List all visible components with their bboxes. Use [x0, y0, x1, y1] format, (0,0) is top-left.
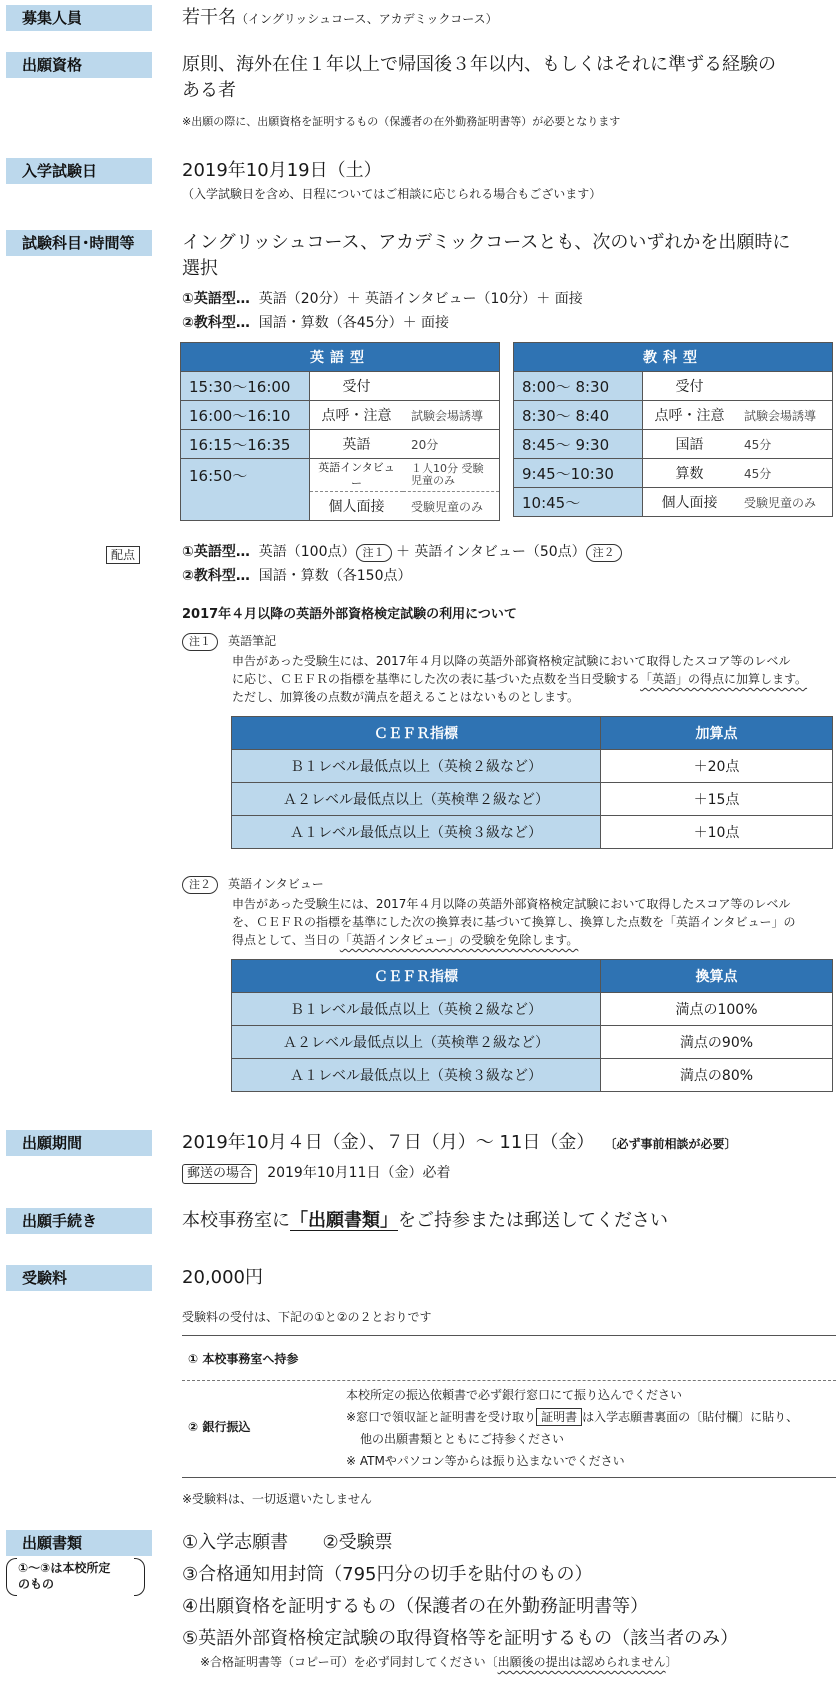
qualification-note: ※出願の際に、出願資格を証明するもの（保護者の在外勤務証明書等）が必要となります — [182, 115, 621, 128]
note2-line3-emphasis: 「英語インタビュー」の受験を免除します。 — [339, 933, 579, 947]
schedule-note: 受験児童のみ — [736, 488, 833, 517]
fee-intro: 受験料の受付は、下記の①と②の２とおりです — [182, 1310, 432, 1324]
subjects-option2 — [182, 312, 449, 334]
table-row — [232, 1026, 833, 1059]
section-label-procedure: 出願手続き — [6, 1208, 152, 1234]
cefr-value: ＋20点 — [601, 750, 833, 783]
schedule-time: 15:30〜16:00 — [181, 372, 310, 401]
schedule-note: 試験会場誘導 — [736, 401, 833, 430]
section-label-qualification: 出願資格 — [6, 52, 152, 78]
note2-line3 — [232, 931, 832, 949]
table-row — [232, 783, 833, 816]
subject-schedule-table — [513, 342, 833, 517]
qualification-line1: 原則、海外在住１年以上で帰国後３年以内、もしくはそれに準ずる経験の — [182, 54, 776, 75]
table-row — [232, 750, 833, 783]
schedule-time: 8:00〜 8:30 — [514, 372, 643, 401]
note2-line2: を、ＣＥＦＲの指標を基準にした次の換算表に基づいて換算し、換算した点数を「英語インタビュー」の — [232, 915, 796, 929]
period-mail-line — [182, 1162, 450, 1184]
fee-bank-line2 — [346, 1406, 836, 1428]
note2-header — [182, 873, 324, 894]
period-note: 〔必ず事前相談が必要〕 — [604, 1137, 737, 1151]
fee-bank-details — [346, 1384, 836, 1472]
cefr-level: Ａ１レベル最低点以上（英検３級など） — [232, 816, 601, 849]
subjects-option1 — [182, 288, 583, 310]
fee-table-top-rule — [182, 1335, 836, 1336]
cefr-value: 満点の90% — [601, 1026, 833, 1059]
schedule-time: 8:45〜 9:30 — [514, 430, 643, 459]
left-paren-icon — [6, 1558, 17, 1596]
points-option1-b: ＋ 英語インタビュー（50点） — [395, 544, 586, 560]
documents-line1 — [182, 1530, 393, 1556]
table-row — [181, 401, 500, 430]
english-schedule-title: 英語型 — [181, 343, 500, 372]
cefr-convert-header-level: ＣＥＦＲ指標 — [232, 960, 601, 993]
table-row — [514, 430, 833, 459]
schedule-item: 算数 — [643, 459, 737, 488]
fee-bank-line3: 他の出願書類とともにご持参ください — [360, 1432, 565, 1446]
note1-line1: 申告があった受験生には、2017年４月以降の英語外部資格検定試験において取得したスコア等のレベル — [232, 654, 791, 668]
documents-note-close: 〕 — [665, 1655, 678, 1669]
cefr-convert-table — [231, 959, 833, 1092]
subjects-option1-name: ①英語型… — [182, 291, 250, 307]
fee-bank-line4: ※ ATMやパソコン等からは振り込まないでください — [346, 1454, 625, 1468]
schedule-item: 国語 — [643, 430, 737, 459]
recruit-value-line — [182, 5, 498, 31]
fee-bank-tag: 証明書 — [536, 1408, 582, 1426]
fee-table-bottom-rule — [182, 1477, 836, 1478]
fee-table-divider — [182, 1380, 836, 1381]
period-value-line — [182, 1130, 737, 1156]
fee-bank-line2-text: ※窓口で領収証と証明書を受け取り — [346, 1410, 537, 1424]
schedule-note: 受験児童のみ — [403, 492, 500, 521]
fee-option1: ① 本校事務室へ持参 — [188, 1352, 299, 1366]
note1-tag: 注１ — [182, 633, 218, 651]
note1-title: 英語筆記 — [228, 634, 277, 648]
note1-line2-emphasis: 「英語」の得点に加算します。 — [640, 672, 808, 686]
schedule-time: 10:45〜 — [514, 488, 643, 517]
exam-date-value: 2019年10月19日（土） — [182, 160, 382, 181]
documents-note-emphasis: 出願後の提出は認められません — [497, 1655, 666, 1669]
table-row — [232, 1059, 833, 1092]
schedule-note: 20分 — [403, 430, 500, 459]
note1-line2-text: に応じ、ＣＥＦＲの指標を基準にした次の表に基づいた点数を当日受験する — [232, 672, 641, 686]
schedule-note: 試験会場誘導 — [403, 401, 500, 430]
schedule-item: 受付 — [310, 372, 404, 401]
note2-body — [232, 895, 832, 949]
fee-value: 20,000円 — [182, 1267, 263, 1288]
schedule-note — [403, 372, 500, 401]
cefr-add-header-level: ＣＥＦＲ指標 — [232, 717, 601, 750]
fee-refund-note: ※受験料は、一切返還いたしません — [182, 1492, 373, 1506]
table-row — [181, 430, 500, 459]
fee-option2: ② 銀行振込 — [188, 1420, 251, 1434]
note1-header — [182, 630, 276, 651]
table-row — [181, 459, 500, 492]
procedure-pre: 本校事務室に — [182, 1210, 290, 1231]
cefr-value: ＋10点 — [601, 816, 833, 849]
schedule-time: 9:45〜10:30 — [514, 459, 643, 488]
schedule-item: 受付 — [643, 372, 737, 401]
note2-title: 英語インタビュー — [228, 877, 324, 891]
documents-sublabel-line1: ①〜③は本校所定 — [18, 1561, 111, 1575]
subject-schedule-title: 教科型 — [514, 343, 833, 372]
table-row — [514, 372, 833, 401]
schedule-item: 点呼・注意 — [310, 401, 404, 430]
cefr-level: Ａ１レベル最低点以上（英検３級など） — [232, 1059, 601, 1092]
schedule-note: 45分 — [736, 459, 833, 488]
procedure-post: をご持参または郵送してください — [398, 1210, 668, 1231]
recruit-value: 若干名 — [182, 7, 236, 28]
schedule-time: 16:50〜 — [181, 459, 310, 521]
documents-item1: ①入学志願書 — [182, 1532, 289, 1553]
table-row — [181, 372, 500, 401]
fee-bank-line2-rest: は入学志願書裏面の〔貼付欄〕に貼り、 — [582, 1410, 799, 1424]
points-option1-name: ①英語型… — [182, 544, 250, 560]
cefr-level: Ｂ１レベル最低点以上（英検２級など） — [232, 750, 601, 783]
table-row — [514, 459, 833, 488]
english-schedule-table — [180, 342, 500, 521]
documents-note-text: ※合格証明書等（コピー可）を必ず同封してください〔 — [200, 1655, 498, 1669]
points-label: 配点 — [106, 546, 140, 564]
procedure-key: 「出願書類」 — [290, 1210, 398, 1231]
schedule-item: 英語インタビュー — [310, 459, 404, 492]
period-mail-value: 2019年10月11日（金）必着 — [267, 1165, 451, 1181]
right-paren-icon — [134, 1558, 145, 1596]
period-mail-tag: 郵送の場合 — [182, 1164, 257, 1184]
schedule-note: 45分 — [736, 430, 833, 459]
subjects-line1: イングリッシュコース、アカデミックコースとも、次のいずれかを出願時に — [182, 232, 791, 253]
fee-bank-line1: 本校所定の振込依頼書で必ず銀行窓口にて振り込んでください — [346, 1388, 683, 1402]
cefr-level: Ａ２レベル最低点以上（英検準２級など） — [232, 783, 601, 816]
schedule-time: 8:30〜 8:40 — [514, 401, 643, 430]
documents-item2: ②受験票 — [322, 1532, 393, 1553]
table-row — [232, 816, 833, 849]
external-title: 2017年４月以降の英語外部資格検定試験の利用について — [182, 607, 517, 622]
cefr-add-table — [231, 716, 833, 849]
note2-line3-text: 得点として、当日の — [232, 933, 340, 947]
documents-note — [200, 1654, 678, 1670]
procedure-text — [182, 1208, 668, 1234]
table-row — [514, 488, 833, 517]
schedule-item: 個人面接 — [310, 492, 404, 521]
schedule-item: 英語 — [310, 430, 404, 459]
note1-line2 — [232, 670, 832, 688]
section-label-fee: 受験料 — [6, 1265, 152, 1291]
cefr-value: ＋15点 — [601, 783, 833, 816]
documents-item5: ⑤英語外部資格検定試験の取得資格等を証明するもの（該当者のみ） — [182, 1628, 739, 1649]
subjects-option1-desc: 英語（20分）＋ 英語インタビュー（10分）＋ 面接 — [258, 291, 583, 307]
note1-line3: ただし、加算後の点数が満点を超えることはないものとします。 — [232, 690, 580, 704]
qualification-line2: ある者 — [182, 80, 236, 101]
exam-date-note: （入学試験日を含め、日程についてはご相談に応じられる場合もございます） — [182, 187, 602, 201]
points-option1 — [182, 541, 622, 563]
section-label-period: 出願期間 — [6, 1130, 152, 1156]
cefr-convert-header-value: 換算点 — [601, 960, 833, 993]
documents-sublabel-line2: のもの — [18, 1577, 55, 1591]
subjects-option2-desc: 国語・算数（各45分）＋ 面接 — [258, 315, 450, 331]
table-row — [514, 401, 833, 430]
points-option2 — [182, 565, 412, 587]
table-row — [232, 993, 833, 1026]
subjects-option2-name: ②教科型… — [182, 315, 250, 331]
cefr-add-header-value: 加算点 — [601, 717, 833, 750]
note2-tag: 注２ — [182, 876, 218, 894]
cefr-level: Ａ２レベル最低点以上（英検準２級など） — [232, 1026, 601, 1059]
schedule-note — [736, 372, 833, 401]
note1-body — [232, 652, 832, 706]
points-option2-desc: 国語・算数（各150点） — [258, 568, 412, 584]
points-option1-a: 英語（100点） — [258, 544, 356, 560]
documents-item3: ③合格通知用封筒（795円分の切手を貼付のもの） — [182, 1564, 593, 1585]
documents-item4: ④出願資格を証明するもの（保護者の在外勤務証明書等） — [182, 1596, 649, 1617]
schedule-item: 個人面接 — [643, 488, 737, 517]
cefr-value: 満点の80% — [601, 1059, 833, 1092]
subjects-line2: 選択 — [182, 258, 218, 279]
schedule-time: 16:15〜16:35 — [181, 430, 310, 459]
schedule-note: １人10分 受験児童のみ — [403, 459, 500, 492]
note2-line1: 申告があった受験生には、2017年４月以降の英語外部資格検定試験において取得したスコア等のレベル — [232, 897, 791, 911]
section-label-subjects: 試験科目･時間等 — [6, 230, 152, 256]
cefr-level: Ｂ１レベル最低点以上（英検２級など） — [232, 993, 601, 1026]
points-option2-name: ②教科型… — [182, 568, 250, 584]
points-note2-tag: 注２ — [586, 544, 622, 562]
section-label-exam-date: 入学試験日 — [6, 158, 152, 184]
recruit-note: （イングリッシュコース、アカデミックコース） — [236, 12, 498, 26]
section-label-documents: 出願書類 — [6, 1530, 152, 1556]
points-note1-tag: 注１ — [356, 544, 392, 562]
documents-sublabel — [6, 1558, 152, 1594]
section-label-recruit: 募集人員 — [6, 5, 152, 31]
schedule-time: 16:00〜16:10 — [181, 401, 310, 430]
schedule-item: 点呼・注意 — [643, 401, 737, 430]
cefr-value: 満点の100% — [601, 993, 833, 1026]
period-value: 2019年10月４日（金）、７日（月）〜 11日（金） — [182, 1132, 595, 1153]
